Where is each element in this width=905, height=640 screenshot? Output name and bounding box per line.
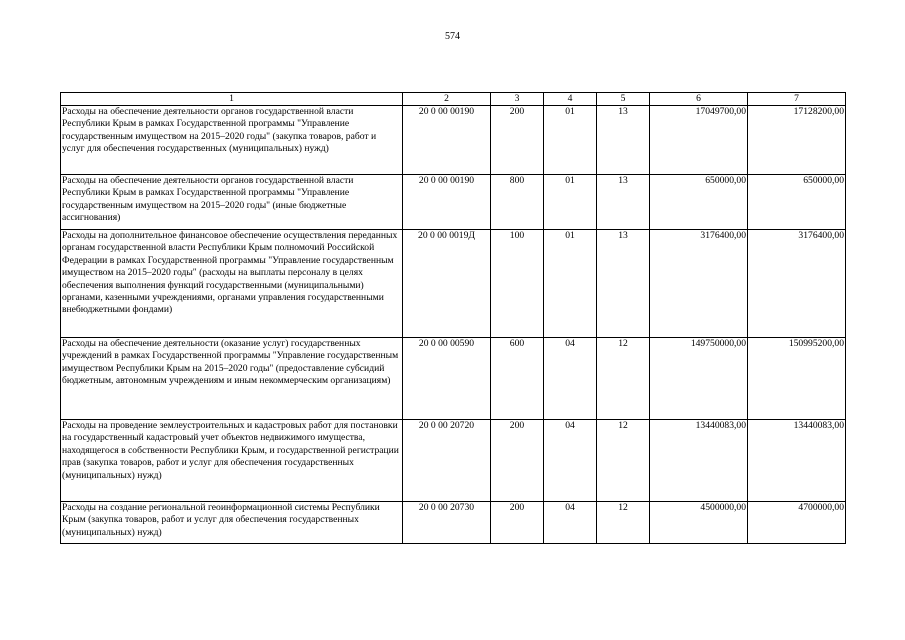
table-row — [61, 502, 846, 544]
target-article-code: 20 0 00 20720 — [403, 420, 491, 502]
amount-year-2: 150995200,00 — [748, 338, 846, 420]
table-row — [61, 420, 846, 502]
budget-table — [60, 92, 846, 544]
table-row — [61, 230, 846, 338]
amount-year-2: 13440083,00 — [748, 420, 846, 502]
expense-description: Расходы на обеспечение деятельности органов государственной власти Республики Крым в рамках Государственной программы "Управление государственным имуществом на 2015–2020 годы" (закупка товаров, работ и услуг для обеспечения государственных (муниципальных) нужд) — [61, 106, 403, 175]
section-code: 01 — [544, 106, 597, 175]
target-article-code: 20 0 00 20730 — [403, 502, 491, 544]
table-row — [61, 106, 846, 175]
amount-year-1: 13440083,00 — [650, 420, 748, 502]
target-article-code: 20 0 00 0019Д — [403, 230, 491, 338]
table-row — [61, 175, 846, 230]
subsection-code: 13 — [597, 175, 650, 230]
expense-description: Расходы на проведение землеустроительных и кадастровых работ для постановки на государственный кадастровый учет объектов недвижимого имущества, находящегося в собственности Республики Крым, и государственной регистрации прав (закупка товаров, работ и услуг для обеспечения государственных (муниципальных) нужд) — [61, 420, 403, 502]
column-header: 5 — [597, 93, 650, 106]
amount-year-2: 3176400,00 — [748, 230, 846, 338]
expense-description: Расходы на обеспечение деятельности (оказание услуг) государственных учреждений в рамках Государственной программы "Управление государственным имуществом Республики Крым на 2015–2020 годы" (предоставление субсидий бюджетным, автономным учреждениям и иным некоммерческим организациям) — [61, 338, 403, 420]
expense-type-code: 100 — [491, 230, 544, 338]
subsection-code: 13 — [597, 230, 650, 338]
subsection-code: 12 — [597, 420, 650, 502]
table-row — [61, 338, 846, 420]
section-code: 01 — [544, 175, 597, 230]
amount-year-1: 17049700,00 — [650, 106, 748, 175]
expense-type-code: 200 — [491, 502, 544, 544]
page-number: 574 — [445, 31, 460, 42]
target-article-code: 20 0 00 00190 — [403, 175, 491, 230]
section-code: 04 — [544, 338, 597, 420]
target-article-code: 20 0 00 00190 — [403, 106, 491, 175]
column-header: 3 — [491, 93, 544, 106]
amount-year-1: 149750000,00 — [650, 338, 748, 420]
amount-year-1: 4500000,00 — [650, 502, 748, 544]
expense-description: Расходы на дополнительное финансовое обеспечение осуществления переданных органам государственной власти Республики Крым полномочий Российской Федерации в рамках Государственной программы "Управление государственным имуществом на 2015–2020 годы" (расходы на выплаты персоналу в целях обеспечения выполнения функций государственными (муниципальными) органами, казенными учреждениями, органами управления государственными внебюджетными фондами) — [61, 230, 403, 338]
column-header: 6 — [650, 93, 748, 106]
expense-description: Расходы на обеспечение деятельности органов государственной власти Республики Крым в рамках Государственной программы "Управление государственным имуществом на 2015–2020 годы" (иные бюджетные ассигнования) — [61, 175, 403, 230]
expense-type-code: 200 — [491, 420, 544, 502]
column-header: 4 — [544, 93, 597, 106]
section-code: 04 — [544, 502, 597, 544]
expense-description: Расходы на создание региональной геоинформационной системы Республики Крым (закупка товаров, работ и услуг для обеспечения государственных (муниципальных) нужд) — [61, 502, 403, 544]
column-header: 2 — [403, 93, 491, 106]
expense-type-code: 800 — [491, 175, 544, 230]
subsection-code: 12 — [597, 338, 650, 420]
header-row — [61, 93, 846, 106]
expense-type-code: 200 — [491, 106, 544, 175]
amount-year-2: 17128200,00 — [748, 106, 846, 175]
amount-year-1: 650000,00 — [650, 175, 748, 230]
subsection-code: 13 — [597, 106, 650, 175]
column-header: 1 — [61, 93, 403, 106]
expense-type-code: 600 — [491, 338, 544, 420]
section-code: 04 — [544, 420, 597, 502]
amount-year-2: 650000,00 — [748, 175, 846, 230]
section-code: 01 — [544, 230, 597, 338]
target-article-code: 20 0 00 00590 — [403, 338, 491, 420]
subsection-code: 12 — [597, 502, 650, 544]
amount-year-1: 3176400,00 — [650, 230, 748, 338]
amount-year-2: 4700000,00 — [748, 502, 846, 544]
column-header: 7 — [748, 93, 846, 106]
